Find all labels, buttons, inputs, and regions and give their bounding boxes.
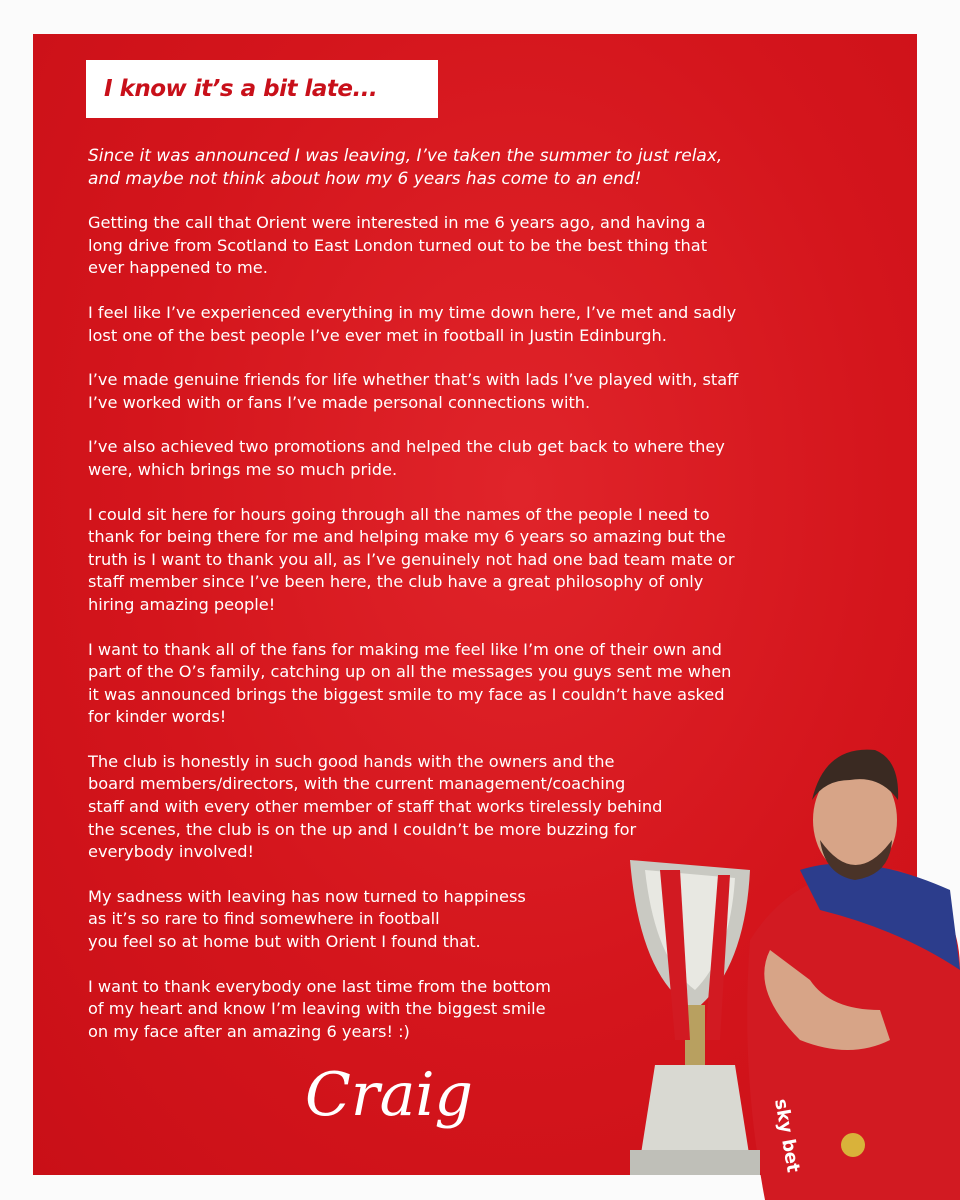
paragraph <box>88 436 848 481</box>
paragraph-line: I want to thank all of the fans for making me feel like I’m one of their own and <box>88 639 722 659</box>
paragraph <box>88 302 848 347</box>
paragraph-line: Since it was announced I was leaving, I’ve taken the summer to just relax, <box>88 146 723 166</box>
paragraph-line: I feel like I’ve experienced everything in my time down here, I’ve met and sadly <box>88 302 737 322</box>
paragraph-line: and maybe not think about how my 6 years has come to an end! <box>88 168 642 189</box>
paragraph-line: of my heart and know I’m leaving with the biggest smile <box>88 999 546 1019</box>
paragraph-line: My sadness with leaving has now turned to happiness <box>88 886 526 906</box>
paragraph-line: I want to thank everybody one last time from the bottom <box>88 976 551 996</box>
signature: Craig <box>305 1060 473 1130</box>
paragraph-line: Getting the call that Orient were interested in me 6 years ago, and having a <box>88 213 706 233</box>
paragraph-line: it was announced brings the biggest smile to my face as I couldn’t have asked <box>88 684 725 704</box>
paragraph-line: long drive from Scotland to East London turned out to be the best thing that <box>88 235 708 255</box>
paragraph-line: staff member since I’ve been here, the club have a great philosophy of only <box>88 572 704 592</box>
paragraph-line: ever happened to me. <box>88 258 268 278</box>
paragraph-line: The club is honestly in such good hands with the owners and the <box>88 751 615 771</box>
medal <box>841 1133 865 1157</box>
paragraph-line: thank for being there for me and helping make my 6 years so amazing but the <box>88 527 726 547</box>
paragraph-line: the scenes, the club is on the up and I couldn’t be more buzzing for <box>88 819 637 839</box>
paragraph-line: I’ve also achieved two promotions and helped the club get back to where they <box>88 437 725 457</box>
title-banner <box>86 60 438 118</box>
paragraph <box>88 212 848 280</box>
paragraph-line: staff and with every other member of staff that works tirelessly behind <box>88 797 663 817</box>
paragraph-line: truth is I want to thank you all, as I’ve genuinely not had one bad team mate or <box>88 549 735 569</box>
letter-title: I know it’s a bit late... <box>104 76 378 102</box>
paragraph-line: board members/directors, with the current management/coaching <box>88 774 626 794</box>
trophy-icon <box>630 860 760 1175</box>
paragraph-line: everybody involved! <box>88 842 254 862</box>
paragraph-line: you feel so at home but with Orient I found that. <box>88 932 481 952</box>
intro-paragraph <box>88 145 848 190</box>
paragraph-line: hiring amazing people! <box>88 594 276 614</box>
paragraph <box>88 369 848 414</box>
paragraph-line: I’ve worked with or fans I’ve made personal connections with. <box>88 392 591 412</box>
sponsor-text: sky bet <box>770 1097 804 1175</box>
paragraph <box>88 504 848 617</box>
paragraph-line: part of the O’s family, catching up on all the messages you guys sent me when <box>88 662 732 682</box>
paragraph-line: for kinder words! <box>88 707 227 727</box>
paragraph-line: lost one of the best people I’ve ever met in football in Justin Edinburgh. <box>88 325 667 345</box>
player-with-trophy-photo <box>600 740 960 1200</box>
paragraph-line: as it’s so rare to find somewhere in football <box>88 909 440 929</box>
paragraph <box>88 639 848 729</box>
paragraph-line: on my face after an amazing 6 years! :) <box>88 1021 410 1041</box>
paragraph-line: were, which brings me so much pride. <box>88 459 398 479</box>
paragraph-line: I’ve made genuine friends for life whether that’s with lads I’ve played with, staff <box>88 370 739 390</box>
paragraph-line: I could sit here for hours going through all the names of the people I need to <box>88 504 710 524</box>
